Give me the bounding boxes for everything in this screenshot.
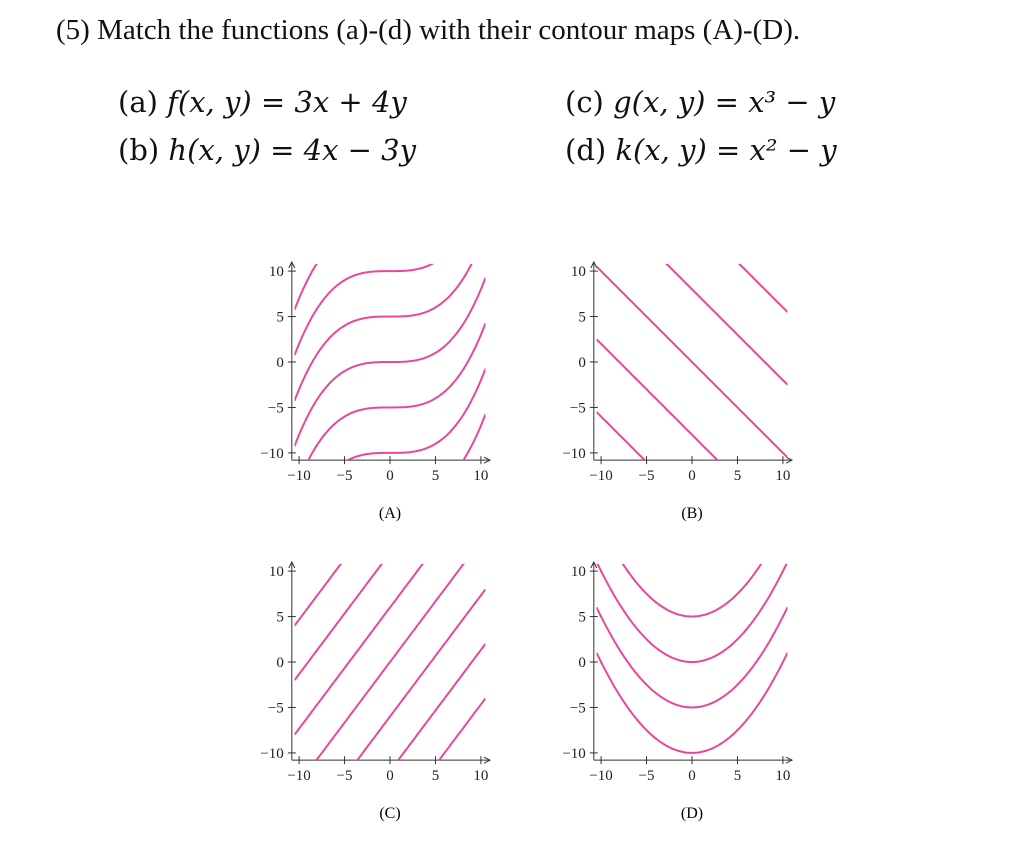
contour-line (295, 371, 489, 625)
x-tick-label: 0 (386, 768, 394, 785)
contour-line (597, 562, 788, 662)
contour-line (597, 194, 788, 385)
function-d: (d) k(x, y) = x² − y (565, 133, 837, 167)
contour-panel-3 (562, 516, 792, 822)
y-tick-label: 5 (276, 609, 284, 626)
contour-panel-0 (260, 141, 490, 582)
contour-lines (597, 516, 788, 753)
x-tick-label: −10 (589, 768, 613, 785)
x-tick-label: −5 (638, 468, 655, 485)
function-b: (b) h(x, y) = 4x − 3y (118, 133, 417, 167)
x-tick-label: −10 (589, 468, 613, 485)
contour-line (597, 121, 788, 312)
y-tick-label: −10 (260, 745, 284, 762)
contour-line (597, 339, 791, 530)
contour-line (597, 653, 788, 753)
x-tick-label: 10 (473, 468, 489, 485)
x-tick-label: 0 (688, 768, 696, 785)
y-tick-label: −5 (267, 700, 284, 717)
y-tick-label: −5 (569, 400, 586, 417)
contour-line (295, 414, 489, 582)
y-tick-label: 10 (570, 564, 586, 581)
y-tick-label: 0 (276, 355, 284, 371)
x-tick-label: 5 (431, 468, 440, 485)
x-tick-label: −10 (287, 468, 311, 485)
function-c: (c) g(x, y) = x³ − y (565, 85, 836, 119)
x-tick-label: 5 (733, 768, 742, 785)
y-tick-label: 10 (570, 264, 586, 281)
x-tick-label: 0 (386, 468, 394, 485)
x-tick-label: 10 (775, 468, 791, 485)
x-tick-label: 0 (688, 468, 696, 485)
question-number: (5) (56, 14, 90, 46)
y-tick-label: 10 (268, 564, 284, 581)
y-tick-label: −10 (562, 445, 586, 462)
y-tick-label: 0 (276, 655, 284, 671)
contour-line (295, 232, 486, 400)
panel-label: (A) (378, 505, 402, 523)
contour-line (295, 141, 486, 309)
panel-label: (C) (379, 805, 401, 823)
panel-label: (D) (680, 805, 704, 823)
question-prompt: Match the functions (a)-(d) with their contour maps (A)-(D). (97, 14, 801, 46)
contour-line (295, 644, 489, 867)
panel-label: (B) (681, 505, 703, 523)
contour-line (295, 278, 486, 446)
y-tick-label: −5 (267, 400, 284, 417)
contour-line (597, 48, 788, 239)
y-tick-label: 0 (578, 355, 586, 371)
x-tick-label: 10 (473, 768, 489, 785)
contour-panel-1 (562, 48, 792, 603)
y-tick-label: −5 (569, 700, 586, 717)
x-tick-label: 5 (431, 768, 440, 785)
y-tick-label: 5 (276, 309, 284, 326)
x-tick-label: −5 (638, 768, 655, 785)
y-tick-label: −10 (562, 745, 586, 762)
y-tick-label: 10 (268, 264, 284, 281)
y-tick-label: −10 (260, 445, 284, 462)
x-tick-label: 10 (775, 768, 791, 785)
x-tick-label: −5 (336, 468, 353, 485)
contour-line (295, 323, 489, 491)
y-tick-label: 5 (578, 609, 586, 626)
contour-line (597, 267, 788, 458)
x-tick-label: 5 (733, 468, 742, 485)
contour-line (295, 535, 489, 790)
contour-line (295, 187, 486, 355)
x-tick-label: −10 (287, 768, 311, 785)
x-tick-label: −5 (336, 768, 353, 785)
contour-line (597, 516, 788, 616)
function-a: (a) f(x, y) = 3x + 4y (118, 85, 407, 119)
contour-lines (295, 371, 489, 867)
y-tick-label: 0 (578, 655, 586, 671)
contour-line (597, 607, 788, 707)
y-tick-label: 5 (578, 309, 586, 326)
